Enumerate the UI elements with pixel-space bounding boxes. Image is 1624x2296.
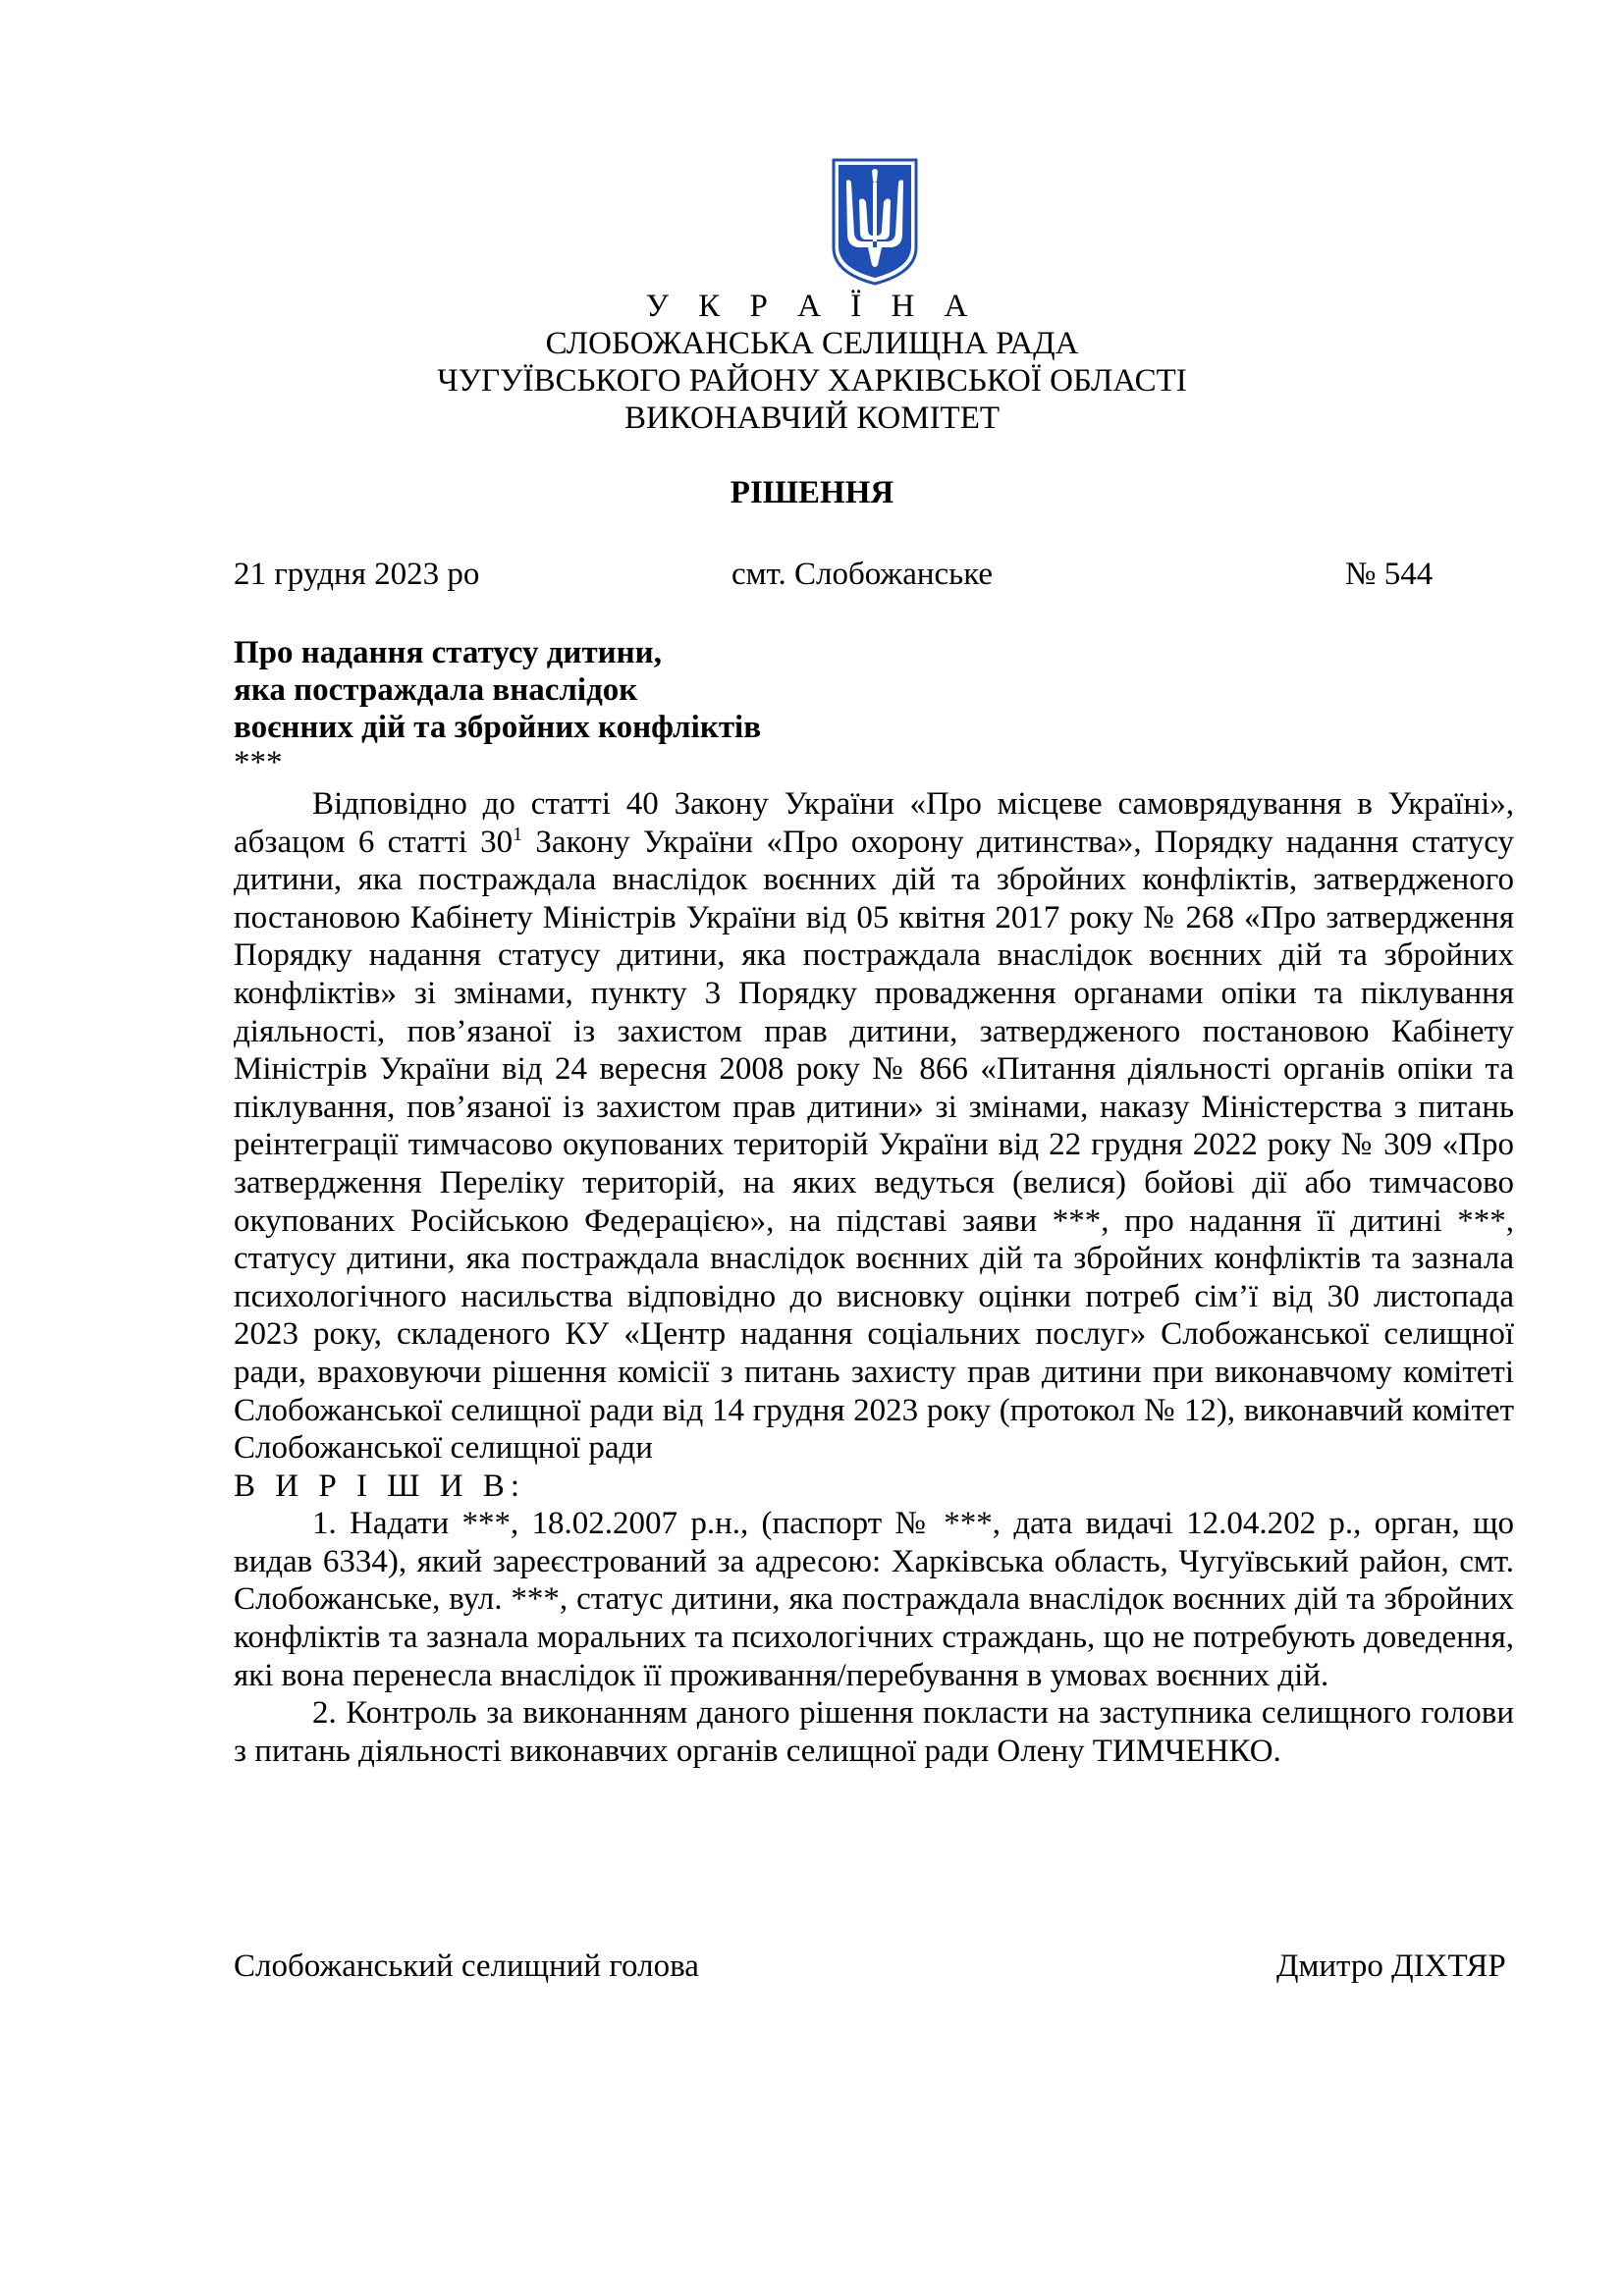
decision-item-1: 1. Надати ***, 18.02.2007 р.н., (паспорт № ***, дата видачі 12.04.202 р., орган, що видав 6334), який зареєстрований за адресою: Харківська область, Чугуївський район, смт. Слобожанське, вул. ***, статус дитини, яка постраждала внаслідок воєнних дій та збройних конфліктів та зазнала моральних та психологічних страждань, що не потребують доведення, які вона перенесла внаслідок її проживання/перебування в умовах воєнних дій. <box>234 1506 1514 1693</box>
ukraine-trident-icon <box>831 157 919 287</box>
decided-label: В И Р І Ш И В: <box>234 1468 525 1504</box>
preamble-paragraph <box>234 785 1514 1468</box>
decision-place: смт. Слобожанське <box>731 557 994 592</box>
subject-line: Про надання статусу дитини, <box>234 635 662 670</box>
signatory-position: Слобожанський селищний голова <box>234 1949 699 1984</box>
decision-date: 21 грудня 2023 ро <box>234 557 480 592</box>
preamble-text: Відповідно до статті 40 Закону України «Про місцеве самоврядування в Україні», абзацом 6 статті 30 <box>234 786 1514 860</box>
header-district: ЧУГУЇВСЬКОГО РАЙОНУ ХАРКІВСЬКОЇ ОБЛАСТІ <box>437 363 1187 399</box>
article-superscript: 1 <box>513 823 523 845</box>
header-council: СЛОБОЖАНСЬКА СЕЛИЩНА РАДА <box>545 326 1079 361</box>
header-country: У К Р А Ї Н А <box>645 289 979 324</box>
decision-body <box>234 785 1514 1770</box>
signatory-name: Дмитро ДІХТЯР <box>1276 1949 1506 1984</box>
decision-subject <box>234 634 761 746</box>
subject-line: воєнних дій та збройних конфліктів <box>234 710 762 745</box>
header-committee: ВИКОНАВЧИЙ КОМІТЕТ <box>623 400 1001 436</box>
decided-heading <box>234 1468 1514 1506</box>
decision-item-2: 2. Контроль за виконанням даного рішення покласти на заступника селищного голови з питань діяльності виконавчих органів селищної ради Олену ТИМЧЕНКО. <box>234 1695 1514 1769</box>
document-title: РІШЕННЯ <box>730 475 894 510</box>
decision-number: № 544 <box>1345 557 1434 592</box>
preamble-text: Закону України «Про охорону дитинства», Порядку надання статусу дитини, яка постраждала внаслідок воєнних дій та збройних конфліктів, затвердженого постановою Кабінету Міністрів України від 05 квітня 2017 року № 268 «Про затвердження Порядку надання статусу дитини, яка постраждала внаслідок воєнних дій та збройних конфліктів» зі змінами, пункту 3 Порядку провадження органами опіки та піклування діяльності, пов’язаної із захистом прав дитини, затвердженого постановою Кабінету Міністрів України від 24 вересня 2008 року № 866 «Питання діяльності органів опіки та піклування, пов’язаної із захистом прав дитини» зі змінами, наказу Міністерства з питань реінтеграції тимчасово окупованих територій України від 22 грудня 2022 року № 309 «Про затвердження Переліку територій, на яких ведуться (велися) бойові дії або тимчасово окупованих Російською Федерацією», на підставі заяви ***, про надання її дитині ***, статусу дитини, яка постраждала внаслідок воєнних дій та збройних конфліктів та зазнала психологічного насильства відповідно до висновку оцінки потреб сім’ї від 30 листопада 2023 року, складеного КУ «Центр надання соціальних послуг» Слобожанської селищної ради, враховуючи рішення комісії з питань захисту прав дитини при виконавчому комітеті Слобожанської селищної ради від 14 грудня 2023 року (протокол № 12), виконавчий комітет Слобожанської селищної ради <box>234 824 1515 1467</box>
subject-line: яка постраждала внаслідок <box>234 672 638 708</box>
redacted-marker: *** <box>234 745 283 780</box>
